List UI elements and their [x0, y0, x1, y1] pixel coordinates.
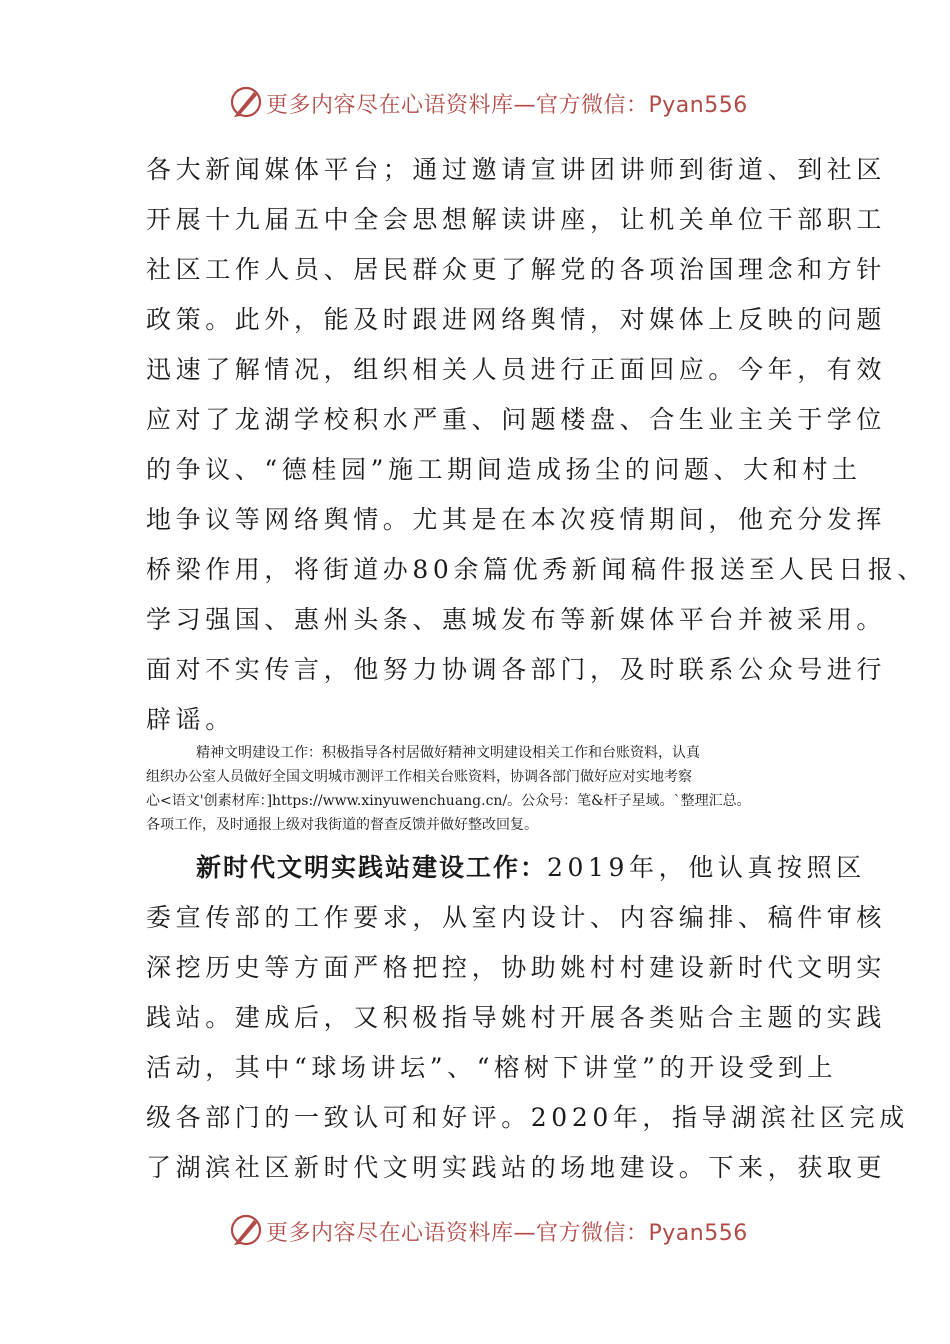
paragraph-1: [146, 145, 928, 745]
text-line: 各大新闻媒体平台；通过邀请宣讲团讲师到街道、到社区: [146, 155, 887, 184]
text-line: [146, 843, 866, 893]
inserted-note: [146, 741, 846, 837]
text-line: 了湖滨社区新时代文明实践站的场地建设。下来，获取更: [146, 1153, 887, 1182]
banner-text: 更多内容尽在心语资料库—官方微信：Pyan556: [266, 1221, 748, 1246]
pen-logo-icon: [228, 1212, 264, 1248]
text-line: 学习强国、惠州头条、惠城发布等新媒体平台并被采用。: [146, 605, 887, 634]
text-run: 2019年，他认真按照区: [547, 853, 866, 882]
text-line: 社区工作人员、居民群众更了解党的各项治国理念和方针: [146, 255, 887, 284]
text-line: 应对了龙湖学校积水严重、问题楼盘、合生业主关于学位: [146, 405, 887, 434]
text-line: 政策。此外，能及时跟进网络舆情，对媒体上反映的问题: [146, 305, 887, 334]
text-line: 开展十九届五中全会思想解读讲座，让机关单位干部职工: [146, 205, 887, 234]
note-line: 组织办公室人员做好全国文明城市测评工作相关台账资料，协调各部门做好应对实地考察: [146, 769, 692, 785]
text-line: 委宣传部的工作要求，从室内设计、内容编排、稿件审核: [146, 903, 887, 932]
pen-logo-icon: [228, 84, 264, 120]
banner-text: 更多内容尽在心语资料库—官方微信：Pyan556: [266, 93, 748, 118]
text-line: 级各部门的一致认可和好评。2020年，指导湖滨社区完成: [146, 1103, 909, 1132]
text-line: 迅速了解情况，组织相关人员进行正面回应。今年，有效: [146, 355, 887, 384]
note-line: 精神文明建设工作：积极指导各村居做好精神文明建设相关工作和台账资料，认真: [196, 745, 700, 761]
text-line: 辟谣。: [146, 705, 235, 734]
text-line: 的争议、“德桂园”施工期间造成扬尘的问题、大和村土: [146, 455, 862, 484]
text-line: 活动，其中“球场讲坛”、“榕树下讲堂”的开设受到上: [146, 1053, 838, 1082]
paragraph-2: [146, 843, 909, 1193]
note-line: 心<语文'创素材库：]https://www.xinyuwenchuang.cn/。公众号：笔&杆子星域。`整理汇总。: [146, 793, 751, 809]
text-line: 面对不实传言，他努力协调各部门，及时联系公众号进行: [146, 655, 887, 684]
section-heading: 新时代文明实践站建设工作：: [196, 853, 548, 882]
text-line: 践站。建成后，又积极指导姚村开展各类贴合主题的实践: [146, 1003, 887, 1032]
note-line: 各项工作，及时通报上级对我街道的督查反馈并做好整改回复。: [146, 817, 538, 833]
header-banner: [0, 82, 950, 122]
text-line: 桥梁作用，将街道办80余篇优秀新闻稿件报送至人民日报、: [146, 555, 928, 584]
text-line: 地争议等网络舆情。尤其是在本次疫情期间，他充分发挥: [146, 505, 887, 534]
footer-banner: [0, 1210, 950, 1250]
text-line: 深挖历史等方面严格把控，协助姚村村建设新时代文明实: [146, 953, 887, 982]
